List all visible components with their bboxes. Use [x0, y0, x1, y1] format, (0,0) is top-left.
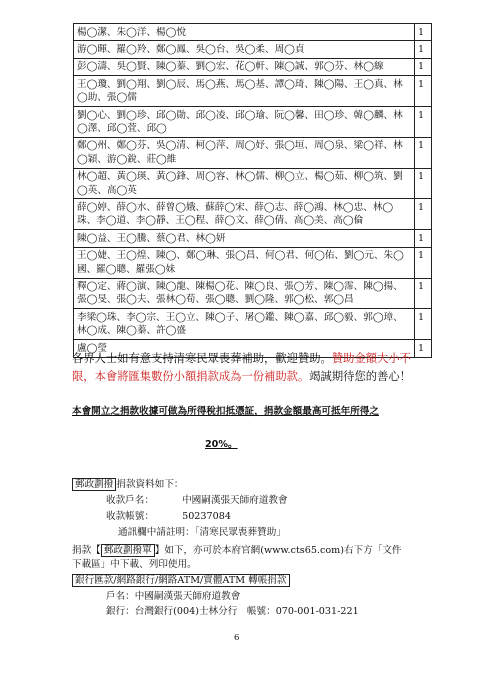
- postal-account-label: 收款帳號：: [106, 511, 154, 522]
- postal-heading-rest: 捐款資料如下：: [116, 479, 184, 490]
- donor-names: 劉◯心、劉◯珍、邱◯勛、邱◯凌、邱◯瑜、阮◯馨、田◯珍、韓◯麟、林◯澤、邱◯萓、邱◯: [74, 107, 415, 138]
- donor-names: 薛◯婷、薛◯水、薛曾◯娥、蘇薛◯宋、薛◯志、薛◯鴻、林◯忠、林◯珠、李◯道、李◯靜、王◯程、薛◯文、薛◯倩、高◯美、高◯倫: [74, 199, 415, 230]
- donor-names: 楊◯潔、朱◯洋、楊◯悅: [74, 24, 415, 41]
- tax-receipt-percent: 20%。: [205, 439, 238, 450]
- donor-count: 1: [415, 309, 432, 340]
- donation-appeal: [72, 350, 417, 385]
- donor-names: 釋◯定、蔣◯演、陳◯龍、陳楊◯花、陳◯良、張◯芳、陳◯霈、陳◯揚、張◯旻、張◯夫、張林◯荀、張◯聰、劉◯隆、郭◯松、郭◯昌: [74, 278, 415, 309]
- bank-heading-row: [72, 574, 290, 588]
- postal-holder-value: 中國嗣漢張天師府道教會: [182, 495, 288, 506]
- donor-table: [73, 23, 432, 358]
- appeal-closing: 竭誠期待您的善心！: [309, 369, 411, 383]
- donor-count: 1: [415, 58, 432, 75]
- donor-row: [74, 24, 432, 41]
- donor-row: [74, 107, 432, 138]
- bank-account: 銀行：台灣銀行(004)士林分行 帳號：070-001-031-221: [106, 606, 359, 617]
- donor-count: 1: [415, 199, 432, 230]
- donor-row: [74, 230, 432, 247]
- donor-names: 王◯瓊、劉◯翔、劉◯辰、馬◯燕、馬◯基、譚◯琦、陳◯陽、王◯真、林◯助、張◯儒: [74, 76, 415, 107]
- donor-count: 1: [415, 230, 432, 247]
- donor-count: 1: [415, 168, 432, 199]
- donor-row: [74, 309, 432, 340]
- postal-account-value: 50237084: [182, 511, 231, 522]
- tax-receipt-notice: 本會開立之捐款收據可做為所得稅扣抵憑証，捐款金額最高可抵年所得之: [72, 406, 379, 417]
- donor-names: 鄭◯州、鄭◯芬、吳◯清、柯◯萍、周◯妤、張◯垣、周◯泉、梁◯祥、林◯穎、游◯銳、莊◯維: [74, 137, 415, 168]
- postal-form-line2: 下載區」中下載、列印使用。: [72, 559, 197, 570]
- donor-row: [74, 76, 432, 107]
- appeal-highlight: 贊助金額大小不限，本會將匯集數份小額捐款成為一份補助款。: [72, 352, 411, 383]
- donor-count: 1: [415, 137, 432, 168]
- postal-holder-label: 收款戶名：: [106, 495, 154, 506]
- postal-note: 通訊欄中請註明：「清寒民眾喪葬贊助」: [118, 527, 286, 538]
- appeal-text: 各界人士如有意支持清寒民眾喪葬補助，歡迎贊助。: [72, 352, 332, 365]
- postal-heading: 郵政劃撥: [72, 478, 116, 491]
- donor-names: 游◯暉、羅◯羚、鄭◯鳳、吳◯台、吳◯柔、周◯貞: [74, 41, 415, 58]
- donor-row: [74, 168, 432, 199]
- postal-account-row: [106, 510, 231, 524]
- donor-row: [74, 278, 432, 309]
- donor-names: 李梁◯珠、李◯宗、王◯立、陳◯子、屠◯鑑、陳◯嘉、邱◯毅、郭◯璋、林◯成、陳◯蓁、許◯盛: [74, 309, 415, 340]
- donor-names: 盧◯瑩: [74, 340, 415, 357]
- donor-count: 1: [415, 24, 432, 41]
- donor-names: 陳◯益、王◯騰、蔡◯君、林◯妍: [74, 230, 415, 247]
- donor-names: 王◯婕、王◯煌、陳◯、鄭◯琳、張◯昌、何◯君、何◯佑、劉◯元、朱◯國、羅◯聰、羅張◯妹: [74, 247, 415, 278]
- postal-form-link[interactable]: 郵政劃撥單: [101, 544, 155, 557]
- donor-count: 1: [415, 340, 432, 357]
- donor-row: [74, 41, 432, 58]
- donor-row: [74, 58, 432, 75]
- donor-row: [74, 199, 432, 230]
- postal-heading-row: [72, 478, 184, 492]
- donor-row: [74, 137, 432, 168]
- page-number: 6: [234, 633, 240, 643]
- bank-holder: 戶名：中國嗣漢張天師府道教會: [106, 591, 241, 602]
- donor-count: 1: [415, 278, 432, 309]
- form-line1-a: 捐款【: [72, 545, 101, 556]
- bank-heading: 銀行匯款/網路銀行/網路ATM/實體ATM 轉帳捐款: [72, 574, 290, 587]
- postal-holder-row: [106, 494, 288, 508]
- donor-count: 1: [415, 76, 432, 107]
- donor-names: 林◯超、黃◯瑛、黃◯鋒、周◯容、林◯儒、柳◯立、楊◯茹、柳◯筑、劉◯英、高◯英: [74, 168, 415, 199]
- donor-count: 1: [415, 247, 432, 278]
- donor-count: 1: [415, 107, 432, 138]
- donor-count: 1: [415, 41, 432, 58]
- form-line1-b: 】如下，亦可於本府官網(www.cts65.com)右下方「文件: [154, 545, 402, 556]
- postal-form-line1: [72, 544, 402, 558]
- donor-row: [74, 247, 432, 278]
- donor-names: 彭◯濤、吳◯賢、陳◯蓁、劉◯宏、花◯軒、陳◯誠、郭◯芬、林◯線: [74, 58, 415, 75]
